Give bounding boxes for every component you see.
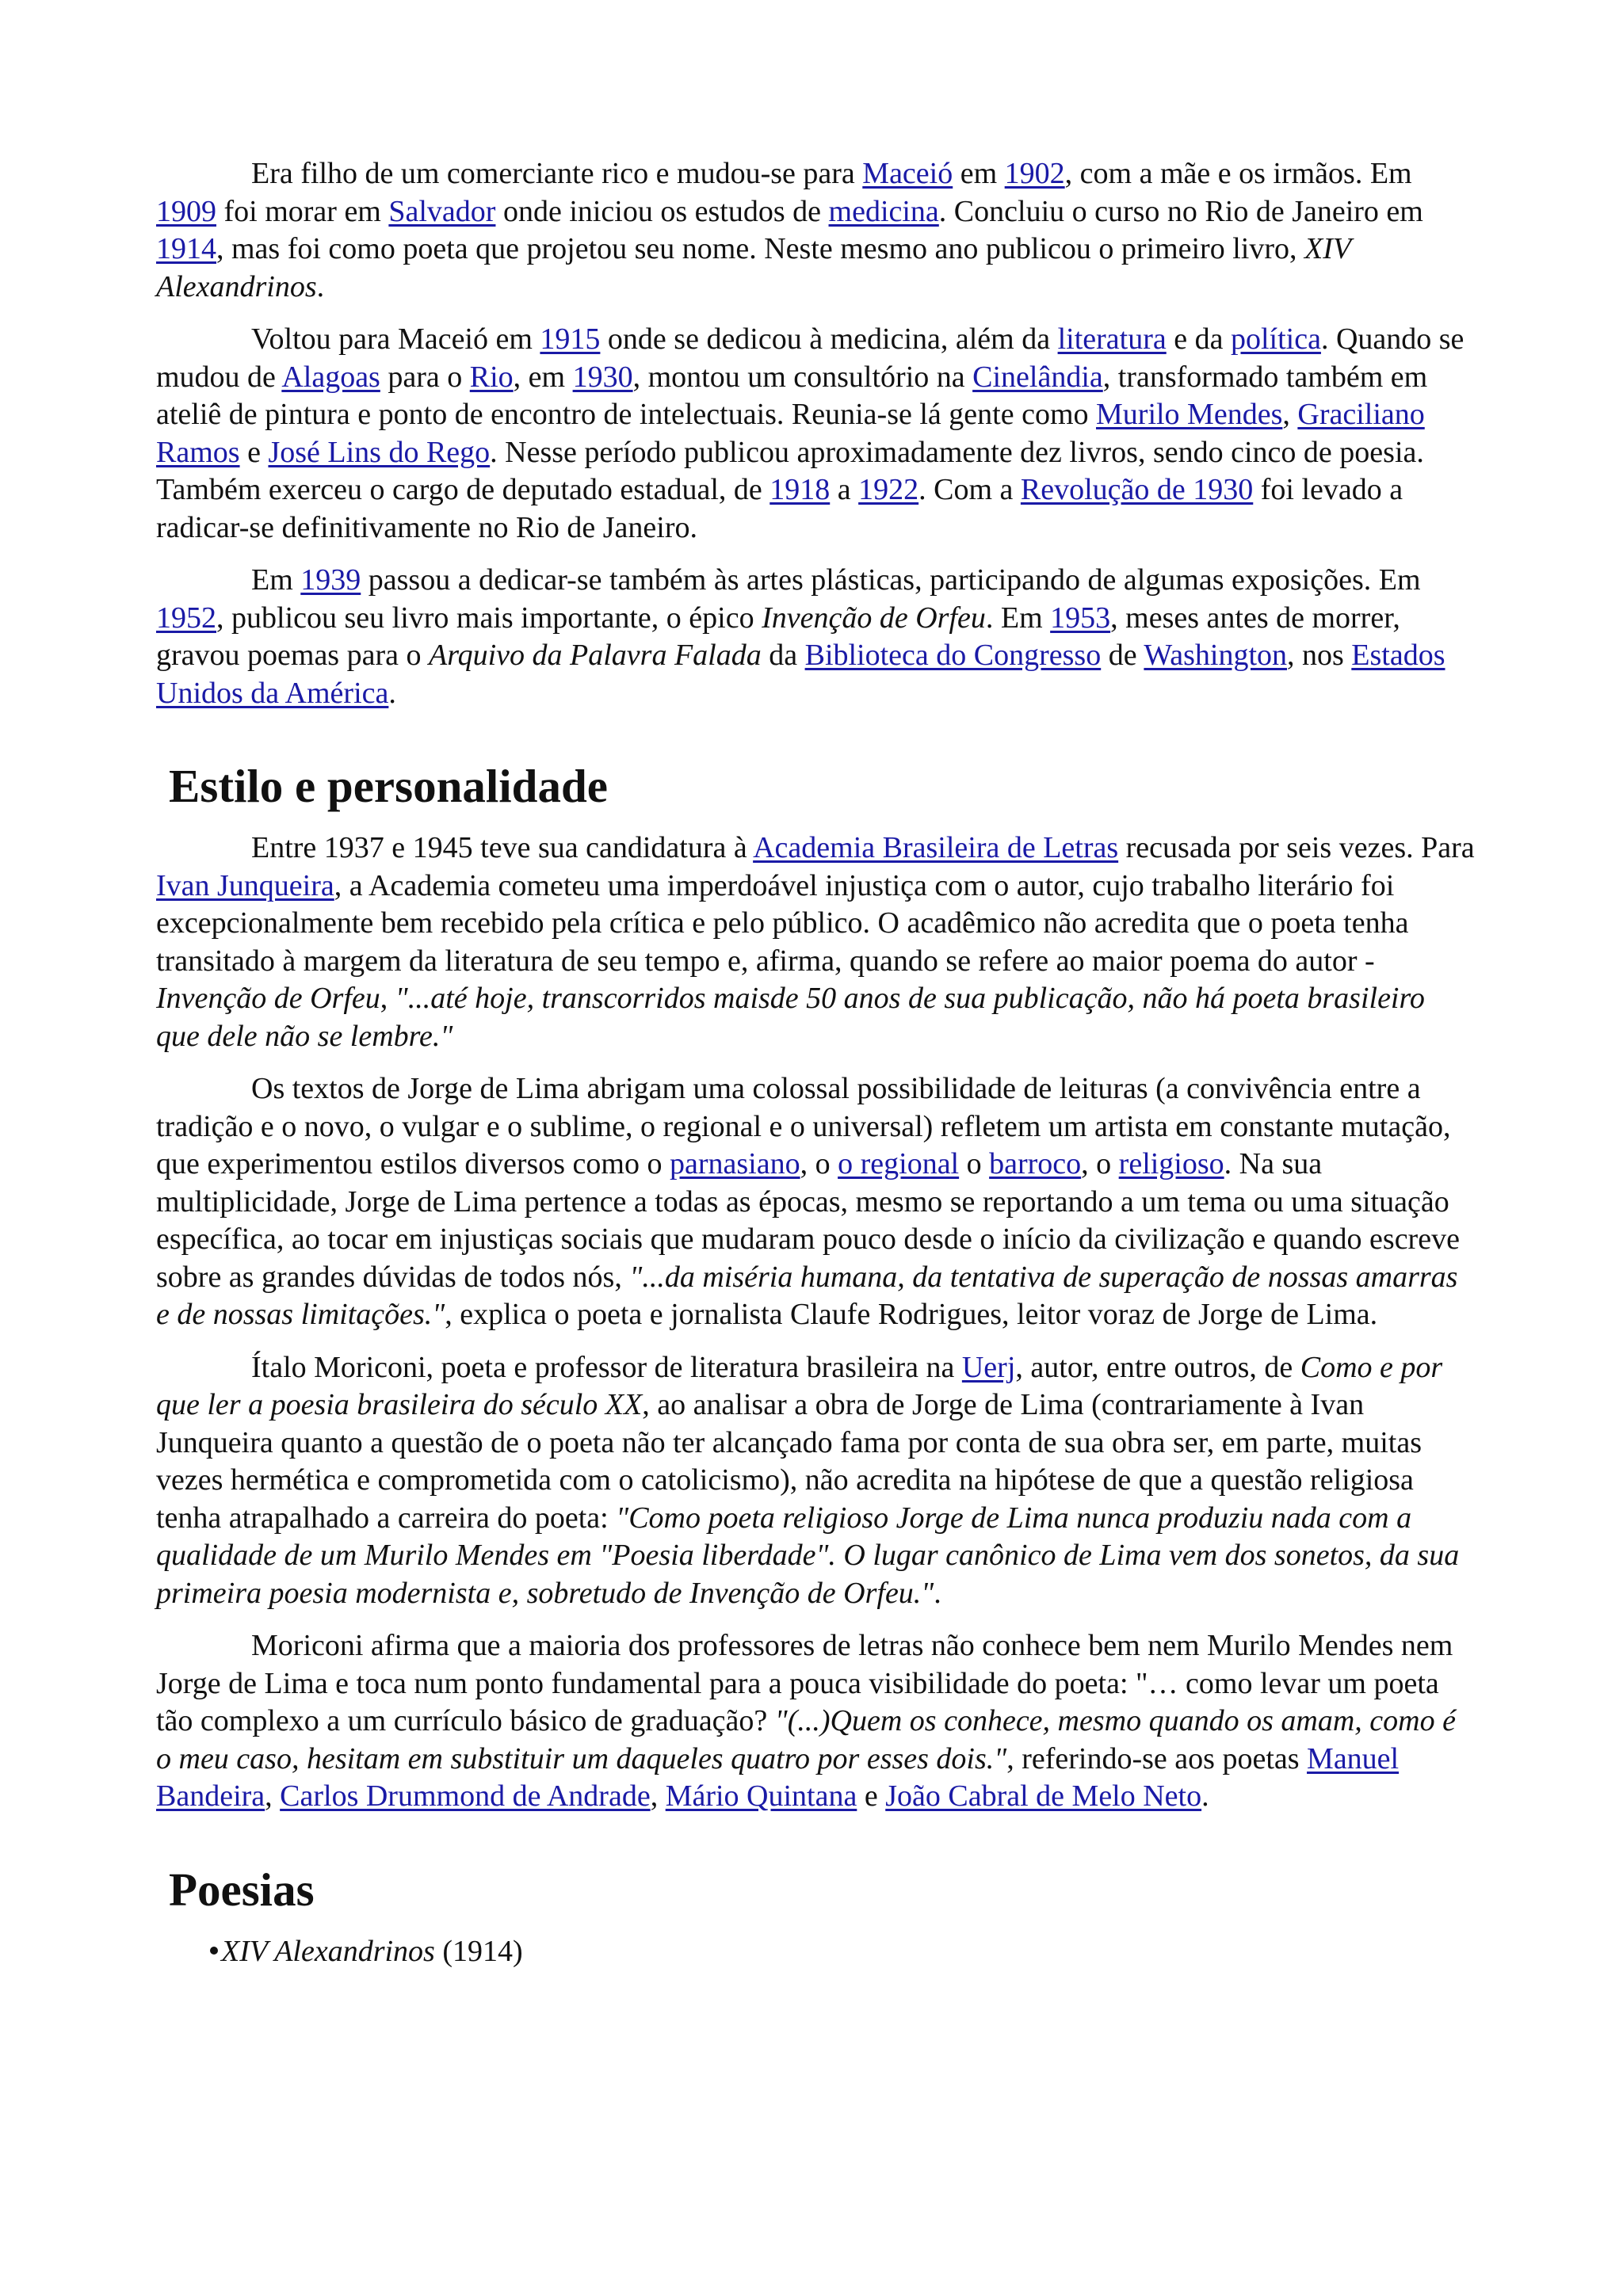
link-alagoas[interactable]: Alagoas — [281, 360, 380, 394]
text-run: passou a dedicar-se também às artes plásticas, participando de algumas exposições. Em — [361, 563, 1421, 597]
text-run: , publicou seu livro mais importante, o épico — [216, 601, 762, 635]
link-1922[interactable]: 1922 — [858, 473, 919, 506]
text-run: , ao analisar a obra de Jorge de Lima (contrariamente à Ivan Junqueira quanto a questão de o poeta não ter alcançado fama por conta de sua obra ser, em parte, muitas vezes hermética e comprometida com o catolicismo), não acredita na hipótese de que a questão religiosa tenha atrapalhado a carreira do poeta: — [156, 1388, 1423, 1535]
link-graciliano-ramos[interactable]: Graciliano Ramos — [156, 398, 1425, 469]
text-run: , mas foi como poeta que projetou seu nome. Neste mesmo ano publicou o primeiro livro, — [216, 232, 1304, 265]
italic-text: "Como poeta religioso Jorge de Lima nunca produziu nada com a qualidade de um Murilo Mendes em "Poesia liberdade". O lugar canônico de Lima vem dos sonetos, da sua primeira poesia modernista e, sobretudo de Invenção de Orfeu." — [156, 1501, 1460, 1610]
link-ivan-junqueira[interactable]: Ivan Junqueira — [156, 868, 334, 902]
text-run: , montou um consultório na — [632, 360, 973, 394]
text-run: , — [265, 1779, 281, 1813]
text-run: foi levado a radicar-se definitivamente no Rio de Janeiro. — [156, 473, 1403, 544]
text-run: , referindo-se aos poetas — [1006, 1741, 1308, 1775]
link-joão-cabral-de-melo-neto[interactable]: João Cabral de Melo Neto — [885, 1779, 1202, 1813]
link-josé-lins-do-rego[interactable]: José Lins do Rego — [268, 435, 491, 469]
italic-text: Invenção de Orfeu — [156, 982, 380, 1015]
text-run: . — [934, 1576, 941, 1610]
text-run: Em — [251, 563, 301, 597]
text-run: onde se dedicou à medicina, além da — [600, 322, 1058, 356]
link-revolução-de-1930[interactable]: Revolução de 1930 — [1020, 473, 1254, 506]
link-1952[interactable]: 1952 — [156, 601, 216, 635]
text-run: da — [761, 639, 805, 672]
poem-title: XIV Alexandrinos — [221, 1934, 435, 1968]
link-academia-brasileira-de-letras[interactable]: Academia Brasileira de Letras — [753, 831, 1119, 864]
text-run: . Concluiu o curso no Rio de Janeiro em — [938, 194, 1423, 228]
text-run: , autor, entre outros, de — [1015, 1350, 1300, 1384]
text-run: , em — [513, 360, 573, 394]
link-washington[interactable]: Washington — [1144, 639, 1287, 672]
link-carlos-drummond-de-andrade[interactable]: Carlos Drummond de Andrade — [280, 1779, 651, 1813]
text-run: . Na sua multiplicidade, Jorge de Lima pertence a todas as épocas, mesmo se reportando a um tema ou uma situação específica, ao tocar em injustiças sociais que mudaram pouco desde o início da civilização e quando escreve sobre as grandes dúvidas de todos nós, — [156, 1147, 1460, 1294]
link-1914[interactable]: 1914 — [156, 232, 216, 265]
text-run: . Em — [985, 601, 1051, 635]
text-run: onde iniciou os estudos de — [495, 194, 829, 228]
list-item — [210, 1933, 1475, 1971]
paragraph-biography-maceio — [156, 321, 1475, 547]
link-murilo-mendes[interactable]: Murilo Mendes — [1096, 398, 1283, 431]
section-heading-poesias: Poesias — [169, 1863, 315, 1916]
link-1902[interactable]: 1902 — [1004, 157, 1065, 190]
link-1918[interactable]: 1918 — [769, 473, 831, 506]
text-run: recusada por seis vezes. Para — [1118, 831, 1475, 864]
italic-text: Invenção de Orfeu — [762, 601, 986, 635]
text-run: Ítalo Moriconi, poeta e professor de literatura brasileira na — [251, 1350, 962, 1384]
italic-text: "(...)Quem os conhece, mesmo quando os amam, como é o meu caso, hesitam em substituir um daqueles quatro por esses dois." — [156, 1704, 1456, 1775]
document-body — [156, 155, 1475, 1970]
link-uerj[interactable]: Uerj — [961, 1350, 1016, 1384]
link-literatura[interactable]: literatura — [1057, 322, 1167, 356]
link-manuel-bandeira[interactable]: Manuel Bandeira — [156, 1741, 1400, 1813]
link-1909[interactable]: 1909 — [156, 194, 216, 228]
text-run: , o — [1081, 1147, 1119, 1180]
link-medicina[interactable]: medicina — [828, 194, 939, 228]
link-salvador[interactable]: Salvador — [388, 194, 496, 228]
section-heading-estilo: Estilo e personalidade — [169, 760, 608, 812]
link-religioso[interactable]: religioso — [1118, 1147, 1224, 1180]
text-run: , — [380, 982, 395, 1015]
text-run: , o — [800, 1147, 838, 1180]
text-run: a — [830, 473, 859, 506]
link-barroco[interactable]: barroco — [989, 1147, 1082, 1180]
text-run: . Nesse período publicou aproximadamente dez livros, sendo cinco de poesia. Também exerceu o cargo de deputado estadual, de — [156, 435, 1424, 506]
link-o-regional[interactable]: o regional — [838, 1147, 960, 1180]
text-run: . Com a — [918, 473, 1021, 506]
text-run: Moriconi afirma que a maioria dos professores de letras não conhece bem nem Murilo Mendes nem Jorge de Lima e toca num ponto fundamental para a pouca visibilidade do poeta: "… como levar um poeta tão complexo a um currículo básico de graduação? — [156, 1629, 1453, 1737]
paragraph-textos — [156, 1070, 1475, 1334]
link-política[interactable]: política — [1230, 322, 1321, 356]
poesias-list — [156, 1933, 1475, 1971]
italic-text: Como e por que ler a poesia brasileira do século XX — [156, 1350, 1443, 1421]
text-run: . — [316, 269, 325, 303]
link-biblioteca-do-congresso[interactable]: Biblioteca do Congresso — [804, 639, 1102, 672]
italic-text: Arquivo da Palavra Falada — [429, 639, 762, 672]
paragraph-biography-early — [156, 155, 1475, 306]
text-run: o — [959, 1147, 990, 1180]
bullet-icon — [210, 1947, 218, 1955]
text-run: em — [953, 157, 1005, 190]
text-run: , — [650, 1779, 666, 1813]
text-run: Voltou para Maceió em — [251, 322, 540, 356]
paragraph-professores — [156, 1627, 1475, 1816]
text-run: Os textos de Jorge de Lima abrigam uma colossal possibilidade de leituras (a convivência entre a tradição e o novo, o vulgar e o sublime, o regional e o universal) refletem um artista em constante mutação, que experimentou estilos diversos como o — [156, 1072, 1451, 1180]
link-1930[interactable]: 1930 — [572, 360, 633, 394]
text-run: e da — [1166, 322, 1231, 356]
link-1915[interactable]: 1915 — [540, 322, 601, 356]
italic-text: "...até hoje, transcorridos maisde 50 anos de sua publicação, não há poeta brasileiro que dele não se lembre." — [156, 982, 1425, 1053]
text-run: Entre 1937 e 1945 teve sua candidatura à — [251, 831, 754, 864]
text-run: , meses antes de morrer, gravou poemas para o — [156, 601, 1400, 672]
text-run: , transformado também em ateliê de pintura e ponto de encontro de intelectuais. Reunia-se lá gente como — [156, 360, 1428, 431]
text-run: , com a mãe e os irmãos. Em — [1064, 157, 1412, 190]
text-run: , nos — [1287, 639, 1352, 672]
text-run: foi morar em — [216, 194, 389, 228]
link-1953[interactable]: 1953 — [1050, 601, 1111, 635]
text-run: e — [857, 1779, 886, 1813]
paragraph-moriconi — [156, 1349, 1475, 1613]
italic-text: XIV Alexandrinos — [156, 232, 1351, 303]
text-run: , a Academia cometeu uma imperdoável injustiça com o autor, cujo trabalho literário foi excepcionalmente bem recebido pela crítica e pelo público. O acadêmico não acredita que o poeta tenha transitado à margem da literatura de seu tempo e, afirma, quando se refere ao maior poema do autor - — [156, 868, 1409, 978]
link-1939[interactable]: 1939 — [300, 563, 361, 597]
text-run: e — [239, 435, 269, 469]
text-run: , explica o poeta e jornalista Claufe Rodrigues, leitor voraz de Jorge de Lima. — [445, 1298, 1378, 1331]
link-parnasiano[interactable]: parnasiano — [670, 1147, 800, 1180]
text-run: . — [1201, 1779, 1209, 1813]
link-rio[interactable]: Rio — [469, 360, 514, 394]
link-cinelândia[interactable]: Cinelândia — [972, 360, 1103, 394]
paragraph-biography-later — [156, 562, 1475, 712]
poem-year: (1914) — [434, 1934, 523, 1968]
text-run: , — [1282, 398, 1298, 431]
link-mário-quintana[interactable]: Mário Quintana — [665, 1779, 857, 1813]
link-maceió[interactable]: Maceió — [862, 157, 953, 190]
text-run: . Quando se mudou de — [156, 322, 1465, 394]
paragraph-academia — [156, 830, 1475, 1055]
text-run: de — [1101, 639, 1144, 672]
text-run: para o — [380, 360, 470, 394]
text-run: Era filho de um comerciante rico e mudou-se para — [251, 157, 863, 190]
link-estados-unidos-da-américa[interactable]: Estados Unidos da América — [156, 639, 1445, 710]
italic-text: "...da miséria humana, da tentativa de superação de nossas amarras e de nossas limitações." — [156, 1260, 1458, 1331]
text-run: . — [388, 676, 396, 710]
